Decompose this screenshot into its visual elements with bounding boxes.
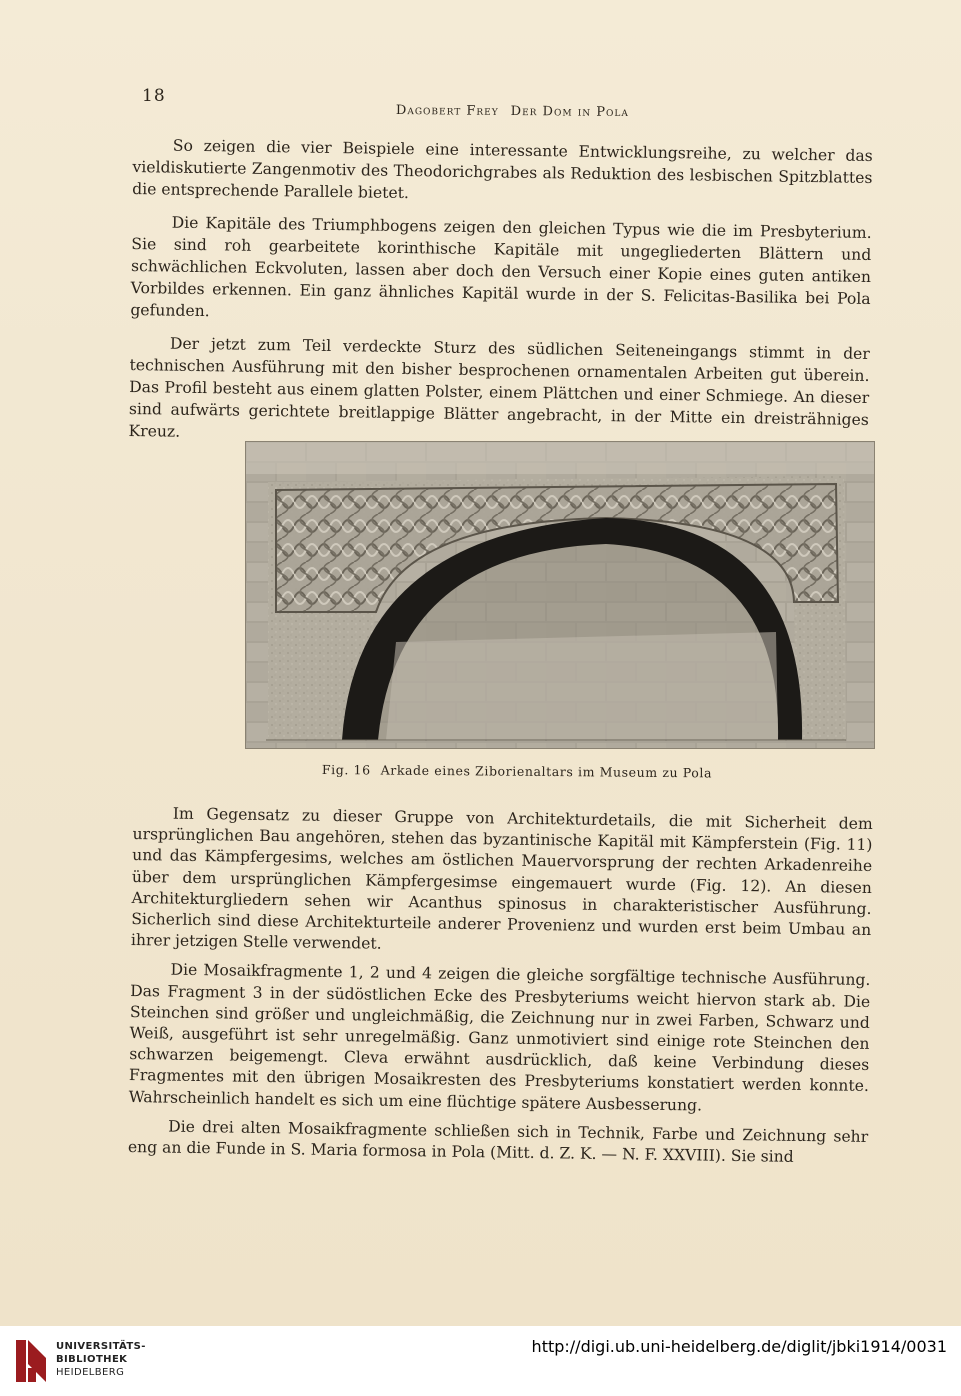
body-text-bottom [128, 803, 873, 1177]
digitization-footer [0, 1326, 961, 1396]
running-head [396, 103, 629, 120]
running-head-author: Dagobert Frey [395, 103, 499, 119]
paragraph: Die Kapitäle des Triumphbogens zeigen den gleichen Typus wie die im Presbyterium. Sie sind roh gearbeitete korinthische Kapitäle mit ungegliederten Blättern und schwächlichen Eckvoluten, lassen aber doch den Versuch einer Kopie eines guten antiken Vorbildes erkennen. Ein ganz ähnliches Kapitäl wurde in der S. Felicitas-Basilika bei Pola gefunden. [130, 213, 872, 321]
logo-foot [28, 1368, 36, 1382]
figure-photo-arcade [245, 441, 875, 749]
paragraph: Im Gegensatz zu dieser Gruppe von Architekturdetails, die mit Sicherheit dem ursprünglichen Bau angehören, stehen das byzantinische Kapitäl mit Kämpferstein (Fig. 11) und das Kämpfergesims, welches am östlichen Mauervorsprung der rechten Arkadenreihe über dem ursprünglichen Kämpfergesimse eingemauert wurde (Fig. 12). An diesen Architekturgliedern sehen wir Acanthus spinosus in charakteristischer Ausführung. Sicherlich sind diese Architekturteile anderer Provenienz und wurden erst beim Umbau an ihrer jetzigen Stelle verwendet. [130, 804, 873, 953]
figure-caption-text: Arkade eines Ziborienaltars im Museum zu Pola [380, 762, 713, 781]
paragraph: Die drei alten Mosaikfragmente schließen sich in Technik, Farbe und Zeichnung sehr eng an die Funde in S. Maria formosa in Pola (Mitt. d. Z. K. — N. F. XXVIII). Sie sind [127, 1117, 869, 1166]
logo-bar-left [16, 1340, 26, 1382]
page-number: 18 [142, 86, 166, 106]
library-name-line2: BIBLIOTHEK [56, 1354, 128, 1365]
paragraph: So zeigen die vier Beispiele eine interessante Entwicklungsreihe, zu welcher das vieldiskutierte Zangenmotiv des Theodorichgrabes als Reduktion des lesbischen Spitzblattes die entsprechende Parallele bietet. [132, 136, 873, 203]
paragraph: Die Mosaikfragmente 1, 2 und 4 zeigen die gleiche sorgfältige technische Ausführung. Das Fragment 3 in der südöstlichen Ecke des Presbyteriums weicht hiervon stark ab. Die Steinchen sind größer und ungleichmäßig, die Zeichnung nur in zwei Farben, Schwarz und Weiß, ausgeführt ist sehr unregelmäßig. Ganz unmotiviert sind einige rote Steinchen den schwarzen beigemengt. Cleva erwähnt ausdrücklich, daß keine Verbindung dieses Fragmentes mit den übrigen Mosaikresten des Presbyteriums konstatiert werden konnte. Wahrscheinlich handelt es sich um eine flüchtige spätere Ausbesserung. [128, 960, 871, 1115]
body-text-top [128, 134, 873, 464]
library-name-line1: UNIVERSITÄTS- [56, 1341, 146, 1352]
figure-caption [322, 762, 712, 780]
running-head-title: Der Dom in Pola [510, 104, 629, 121]
library-name [56, 1340, 146, 1379]
figure-number: Fig. 16 [321, 762, 371, 778]
paragraph: Der jetzt zum Teil verdeckte Sturz des südlichen Seiteneingangs stimmt in der technischen Ausführung mit den bisher besprochenen ornamentalen Arbeiten gut überein. Das Profil besteht aus einem glatten Polster, einem Plättchen und einer Schmiege. An dieser sind aufwärts gerichtete breitlappige Blätter angebracht, in der Mitte ein dreisträhniges Kreuz. [128, 334, 870, 442]
arcade-photo-illustration [246, 442, 874, 748]
permalink-url[interactable]: http://digi.ub.uni-heidelberg.de/diglit/jbki1914/0031 [531, 1337, 947, 1356]
university-library-logo-icon[interactable] [14, 1336, 48, 1386]
library-name-line3: HEIDELBERG [56, 1367, 125, 1378]
